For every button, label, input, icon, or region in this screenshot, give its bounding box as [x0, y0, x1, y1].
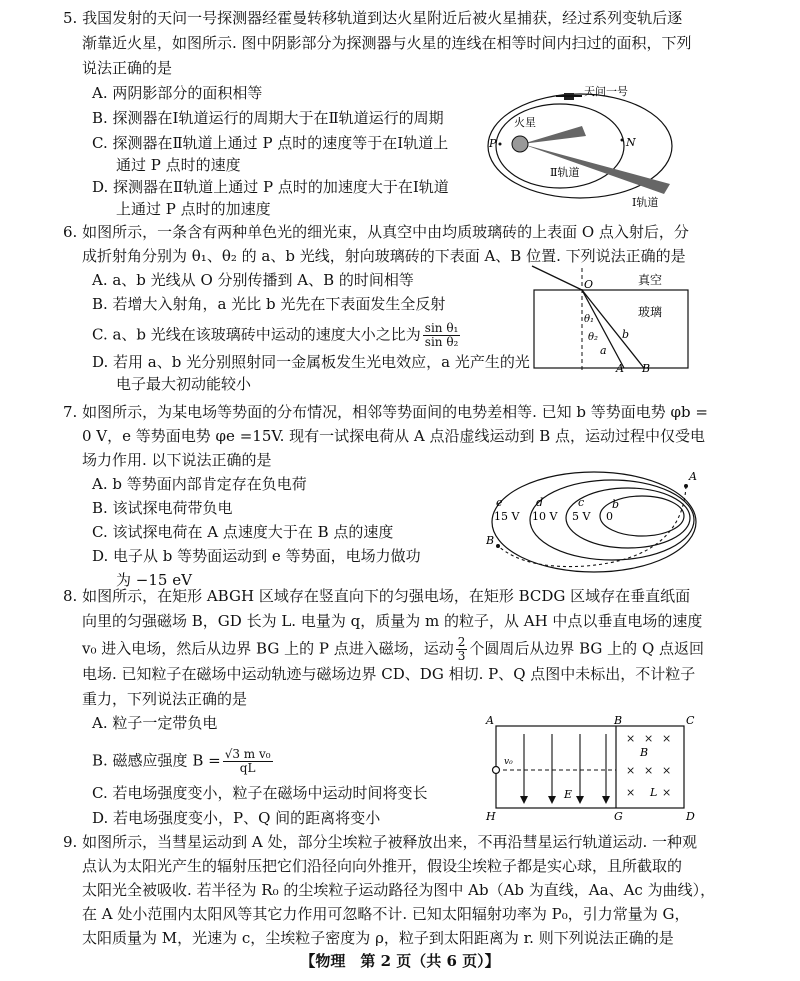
surface-b-label: b — [612, 498, 620, 511]
point-b-label: B — [642, 362, 651, 374]
ray-a-label: a — [600, 344, 607, 357]
q8-option-b-text: B. 磁感应强度 B = — [92, 751, 221, 770]
q7-option-b: B. 该试探电荷带负电 — [92, 499, 233, 517]
q8-b-num: √3 m v₀ — [224, 747, 271, 761]
probe-label: 天问一号 — [584, 85, 628, 98]
q6-option-a: A. a、b 光线从 O 分别传播到 A、B 的时间相等 — [92, 271, 414, 289]
q9-line3: 太阳光全被吸收. 若半径为 R₀ 的尘埃粒子运动路径为图中 Ab（Ab 为直线，Aa、Ac 为曲线）， — [82, 881, 716, 899]
surface-e-value: 15 V — [494, 510, 520, 523]
ray-b-label: b — [622, 328, 630, 341]
q8-field-figure — [484, 712, 698, 824]
q9-line5: 太阳质量为 M，光速为 c，尘埃粒子密度为 ρ，粒子到太阳距离为 r. 则下列说法正确的是 — [82, 929, 674, 947]
surface-e-label: e — [496, 496, 503, 509]
q8-option-d: D. 若电场强度变小，P、Q 间的距离将变小 — [92, 809, 381, 827]
q6-ratio-num: sin θ₁ — [424, 321, 459, 335]
q6-option-c-text: C. a、b 光线在该玻璃砖中运动的速度大小之比为 — [92, 325, 421, 344]
q5-line1: 5. 我国发射的天问一号探测器经霍曼转移轨道到达火星附近后被火星捕获，经过系列变轨后逐 — [63, 9, 683, 27]
q8-line3-rest: 个圆周后从边界 BG 上的 Q 点返回 — [469, 639, 705, 658]
q7-line1: 7. 如图所示，为某电场等势面的分布情况，相邻等势面间的电势差相等. 已知 b 等势面电势 φb = — [63, 403, 708, 421]
point-n-label: N — [626, 136, 636, 149]
q8-frac-num: 2 — [457, 635, 466, 649]
q5-line2: 渐靠近火星，如图所示. 图中阴影部分为探测器与火星的连线在相等时间内扫过的面积，下列 — [82, 34, 692, 52]
svg-text:×: × — [644, 732, 654, 745]
q7-option-c: C. 该试探电荷在 A 点速度大于在 B 点的速度 — [92, 523, 394, 541]
q6-ratio-fraction — [423, 322, 461, 349]
svg-text:×: × — [626, 764, 636, 777]
point-a-label: A — [689, 470, 697, 483]
svg-text:×: × — [626, 786, 636, 799]
mars-label: 火星 — [514, 116, 536, 129]
field-e-label: E — [564, 788, 573, 801]
q8-option-b — [92, 748, 275, 775]
q6-line1: 6. 如图所示，一条含有两种单色光的细光束，从真空中由均质玻璃砖的上表面 O 点入射后，分 — [63, 223, 689, 241]
q6-option-d: D. 若用 a、b 光分别照射同一金属板发生光电效应，a 光产生的光 — [92, 353, 530, 371]
orbit-1-label: Ⅰ轨道 — [632, 196, 659, 209]
q6-option-d-cont: 电子最大初动能较小 — [116, 375, 252, 393]
svg-text:×: × — [662, 786, 672, 799]
q6-option-c — [92, 322, 462, 349]
q8-frac-den: 3 — [457, 649, 466, 663]
q8-option-c: C. 若电场强度变小，粒子在磁场中运动时间将变长 — [92, 784, 428, 802]
q9-line2: 点认为太阳光产生的辐射压把它们沿径向向外推开，假设尘埃粒子都是实心球，且所截取的 — [82, 857, 683, 875]
q7-line3: 场力作用. 以下说法正确的是 — [82, 451, 272, 469]
q8-line4: 电场. 已知粒子在磁场中运动轨迹与磁场边界 CD、DG 相切. P、Q 点图中未标出，不计粒子 — [82, 665, 696, 683]
corner-h-label: H — [486, 810, 496, 823]
field-b-label: B — [640, 746, 649, 759]
q6-glass-figure — [528, 262, 694, 374]
q8-b-fraction — [223, 748, 273, 775]
corner-d-label: D — [686, 810, 695, 823]
q7-equipotential-figure — [486, 466, 702, 582]
page-footer: 【物理 第 2 页（共 6 页）】 — [300, 952, 500, 970]
q7-option-d-cont: 为 −15 eV — [116, 571, 192, 589]
q6-ratio-den: sin θ₂ — [424, 335, 459, 349]
velocity-label: v₀ — [504, 757, 513, 767]
q8-line3-text: v₀ 进入电场，然后从边界 BG 上的 P 点进入磁场，运动 — [82, 639, 454, 658]
svg-text:×: × — [662, 764, 672, 777]
corner-c-label: C — [686, 714, 695, 727]
corner-a-label: A — [486, 714, 494, 727]
length-l-label: L — [650, 786, 658, 799]
q5-orbit-figure — [484, 80, 684, 212]
q8-line5: 重力，下列说法正确的是 — [82, 690, 248, 708]
q6-option-b: B. 若增大入射角，a 光比 b 光先在下表面发生全反射 — [92, 295, 446, 313]
surface-c-value: 5 V — [572, 510, 591, 523]
theta1-label: θ₁ — [584, 314, 595, 325]
surface-b-value: 0 — [606, 510, 613, 523]
surface-d-label: d — [536, 496, 544, 509]
q5-option-c-cont: 通过 P 点时的速度 — [116, 156, 241, 174]
svg-text:×: × — [626, 732, 636, 745]
surface-c-label: c — [578, 496, 585, 509]
q5-option-d: D. 探测器在Ⅱ轨道上通过 P 点时的加速度大于在Ⅰ轨道 — [92, 178, 449, 196]
point-o-label: O — [584, 278, 594, 291]
q7-option-a: A. b 等势面内部肯定存在负电荷 — [92, 475, 307, 493]
q9-line1: 9. 如图所示，当彗星运动到 A 处，部分尘埃粒子被释放出来，不再沿彗星运行轨道运动. 一种观 — [63, 833, 697, 851]
q5-option-a: A. 两阴影部分的面积相等 — [92, 84, 263, 102]
q8-line2: 向里的匀强磁场 B，GD 长为 L. 电量为 q，质量为 m 的粒子，从 AH 中点以垂直电场的速度 — [82, 612, 703, 630]
point-a-label: A — [616, 362, 624, 374]
q5-option-b: B. 探测器在Ⅰ轨道运行的周期大于在Ⅱ轨道运行的周期 — [92, 109, 444, 127]
q5-line3: 说法正确的是 — [82, 59, 173, 77]
svg-text:×: × — [662, 732, 672, 745]
q7-option-d: D. 电子从 b 等势面运动到 e 等势面，电场力做功 — [92, 547, 421, 565]
point-p-label: P — [489, 137, 497, 150]
q5-option-d-cont: 上通过 P 点时的加速度 — [116, 200, 271, 218]
orbit-2-label: Ⅱ轨道 — [550, 166, 580, 179]
q9-line4: 在 A 处小范围内太阳风等其它力作用可忽略不计. 已知太阳辐射功率为 P₀，引力常量为 G， — [82, 905, 690, 923]
point-b-label: B — [486, 534, 495, 547]
q6-line2: 成折射角分别为 θ₁、θ₂ 的 a、b 光线，射向玻璃砖的下表面 A、B 位置. 下列说法正确的是 — [82, 247, 686, 265]
vacuum-label: 真空 — [638, 273, 663, 287]
q8-line1: 8. 如图所示，在矩形 ABGH 区域存在竖直向下的匀强电场，在矩形 BCDG 区域存在垂直纸面 — [63, 587, 691, 605]
corner-g-label: G — [614, 810, 623, 823]
surface-d-value: 10 V — [532, 510, 558, 523]
q7-line2: 0 V，e 等势面电势 φe =15V. 现有一试探电荷从 A 点沿虚线运动到 B 点，运动过程中仅受电 — [82, 427, 706, 445]
q8-two-thirds — [456, 636, 468, 663]
q8-line3 — [82, 636, 704, 663]
theta2-label: θ₂ — [588, 332, 599, 343]
svg-text:×: × — [644, 764, 654, 777]
q8-option-a: A. 粒子一定带负电 — [92, 714, 218, 732]
q8-b-den: qL — [239, 761, 256, 775]
corner-b-label: B — [614, 714, 623, 727]
q5-option-c: C. 探测器在Ⅱ轨道上通过 P 点时的速度等于在Ⅰ轨道上 — [92, 134, 449, 152]
glass-label: 玻璃 — [638, 305, 663, 319]
